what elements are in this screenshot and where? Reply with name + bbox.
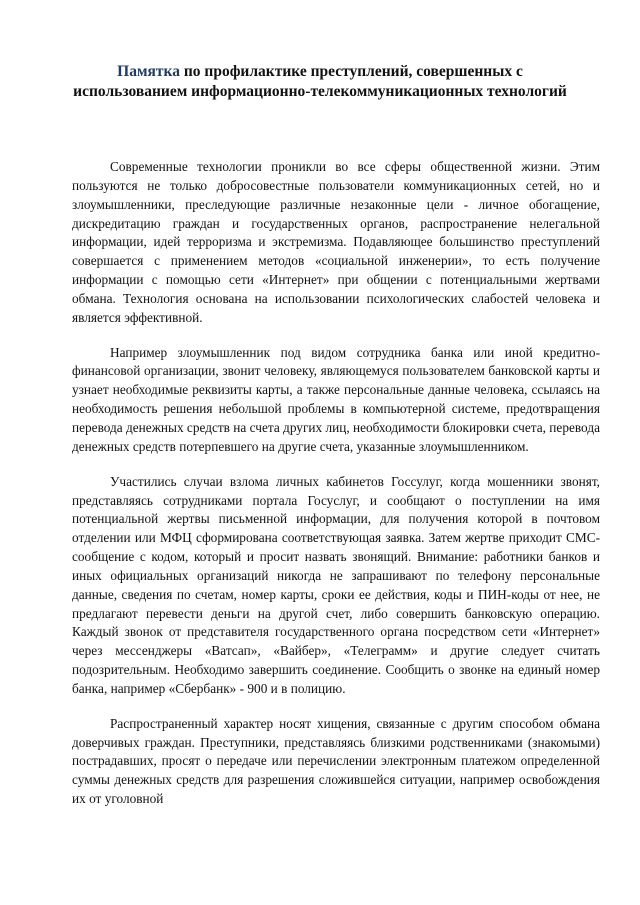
paragraph-gosuslugi-fraud: Участились случаи взлома личных кабинетов Госсулуг, когда мошенники звонят, представляясь сотрудниками портала Госуслуг, и сообщают о поступлении на имя потенциальной жертвы письменной информации, для получения которой в почтовом отделении или МФЦ сформирована соответствующая заявка. Затем жертве приходит СМС-сообщение с кодом, который и просит назвать звонящий. Внимание: работники банков и иных официальных организаций никогда не запрашивают по телефону персональные данные, сведения по счетам, номер карты, сроки ее действия, коды и ПИН-коды от нее, не предлагают перевести деньги на другой счет, либо совершить банковскую операцию. Каждый звонок от представителя государственного органа посредством сети «Интернет» через мессенджеры «Ватсап», «Вайбер», «Телеграмм» и другие следует считать подозрительным. Необходимо завершить соединение. Сообщить о звонке на единый номер банка, например «Сбербанк» - 900 и в полицию. xyxy=(72,473,600,696)
paragraph-intro: Современные технологии проникли во все сферы общественной жизни. Этим пользуются не только добросовестные пользователи коммуникационных сетей, но и злоумышленники, преследующие различные незаконные цели - личное обогащение, дискредитацию граждан и государственных органов, распространение нелегальной информации, идей терроризма и экстремизма. Подавляющее большинство преступлений совершается с применением методов «социальной инженерии», то есть получение информации с помощью сети «Интернет» при общении с потенциальными жертвами обмана. Технология основана на использовании психологических слабостей человека и является эффективной. xyxy=(72,159,600,325)
paragraph-relatives-fraud: Распространенный характер носят хищения, связанные с другим способом обмана доверчивых граждан. Преступники, представляясь близкими родственниками (знакомыми) пострадавших, просят о передаче или перечислении электронным платежом определенной суммы денежных средств для разрешения сложившейся ситуации, например освобождения их от уголовной xyxy=(72,715,600,807)
title-rest: по профилактике преступлений, совершенных с использованием информационно-телекоммуникационных технологий xyxy=(73,63,567,100)
document-body xyxy=(72,158,600,825)
title-accent-word: Памятка xyxy=(117,63,180,80)
paragraph-bank-fraud: Например злоумышленник под видом сотрудника банка или иной кредитно-финансовой организации, звонит человеку, являющемуся пользователем банковской карты и узнает необходимые реквизиты карты, а также персональные данные человека, ссылаясь на необходимость решения небольшой проблемы в компьютерной системе, предотвращения перевода денежных средств на счета других лиц, необходимости блокировки счета, перевода денежных средств потерпевшего на другие счета, указанные злоумышленником. xyxy=(72,344,600,454)
document-title xyxy=(70,62,570,102)
